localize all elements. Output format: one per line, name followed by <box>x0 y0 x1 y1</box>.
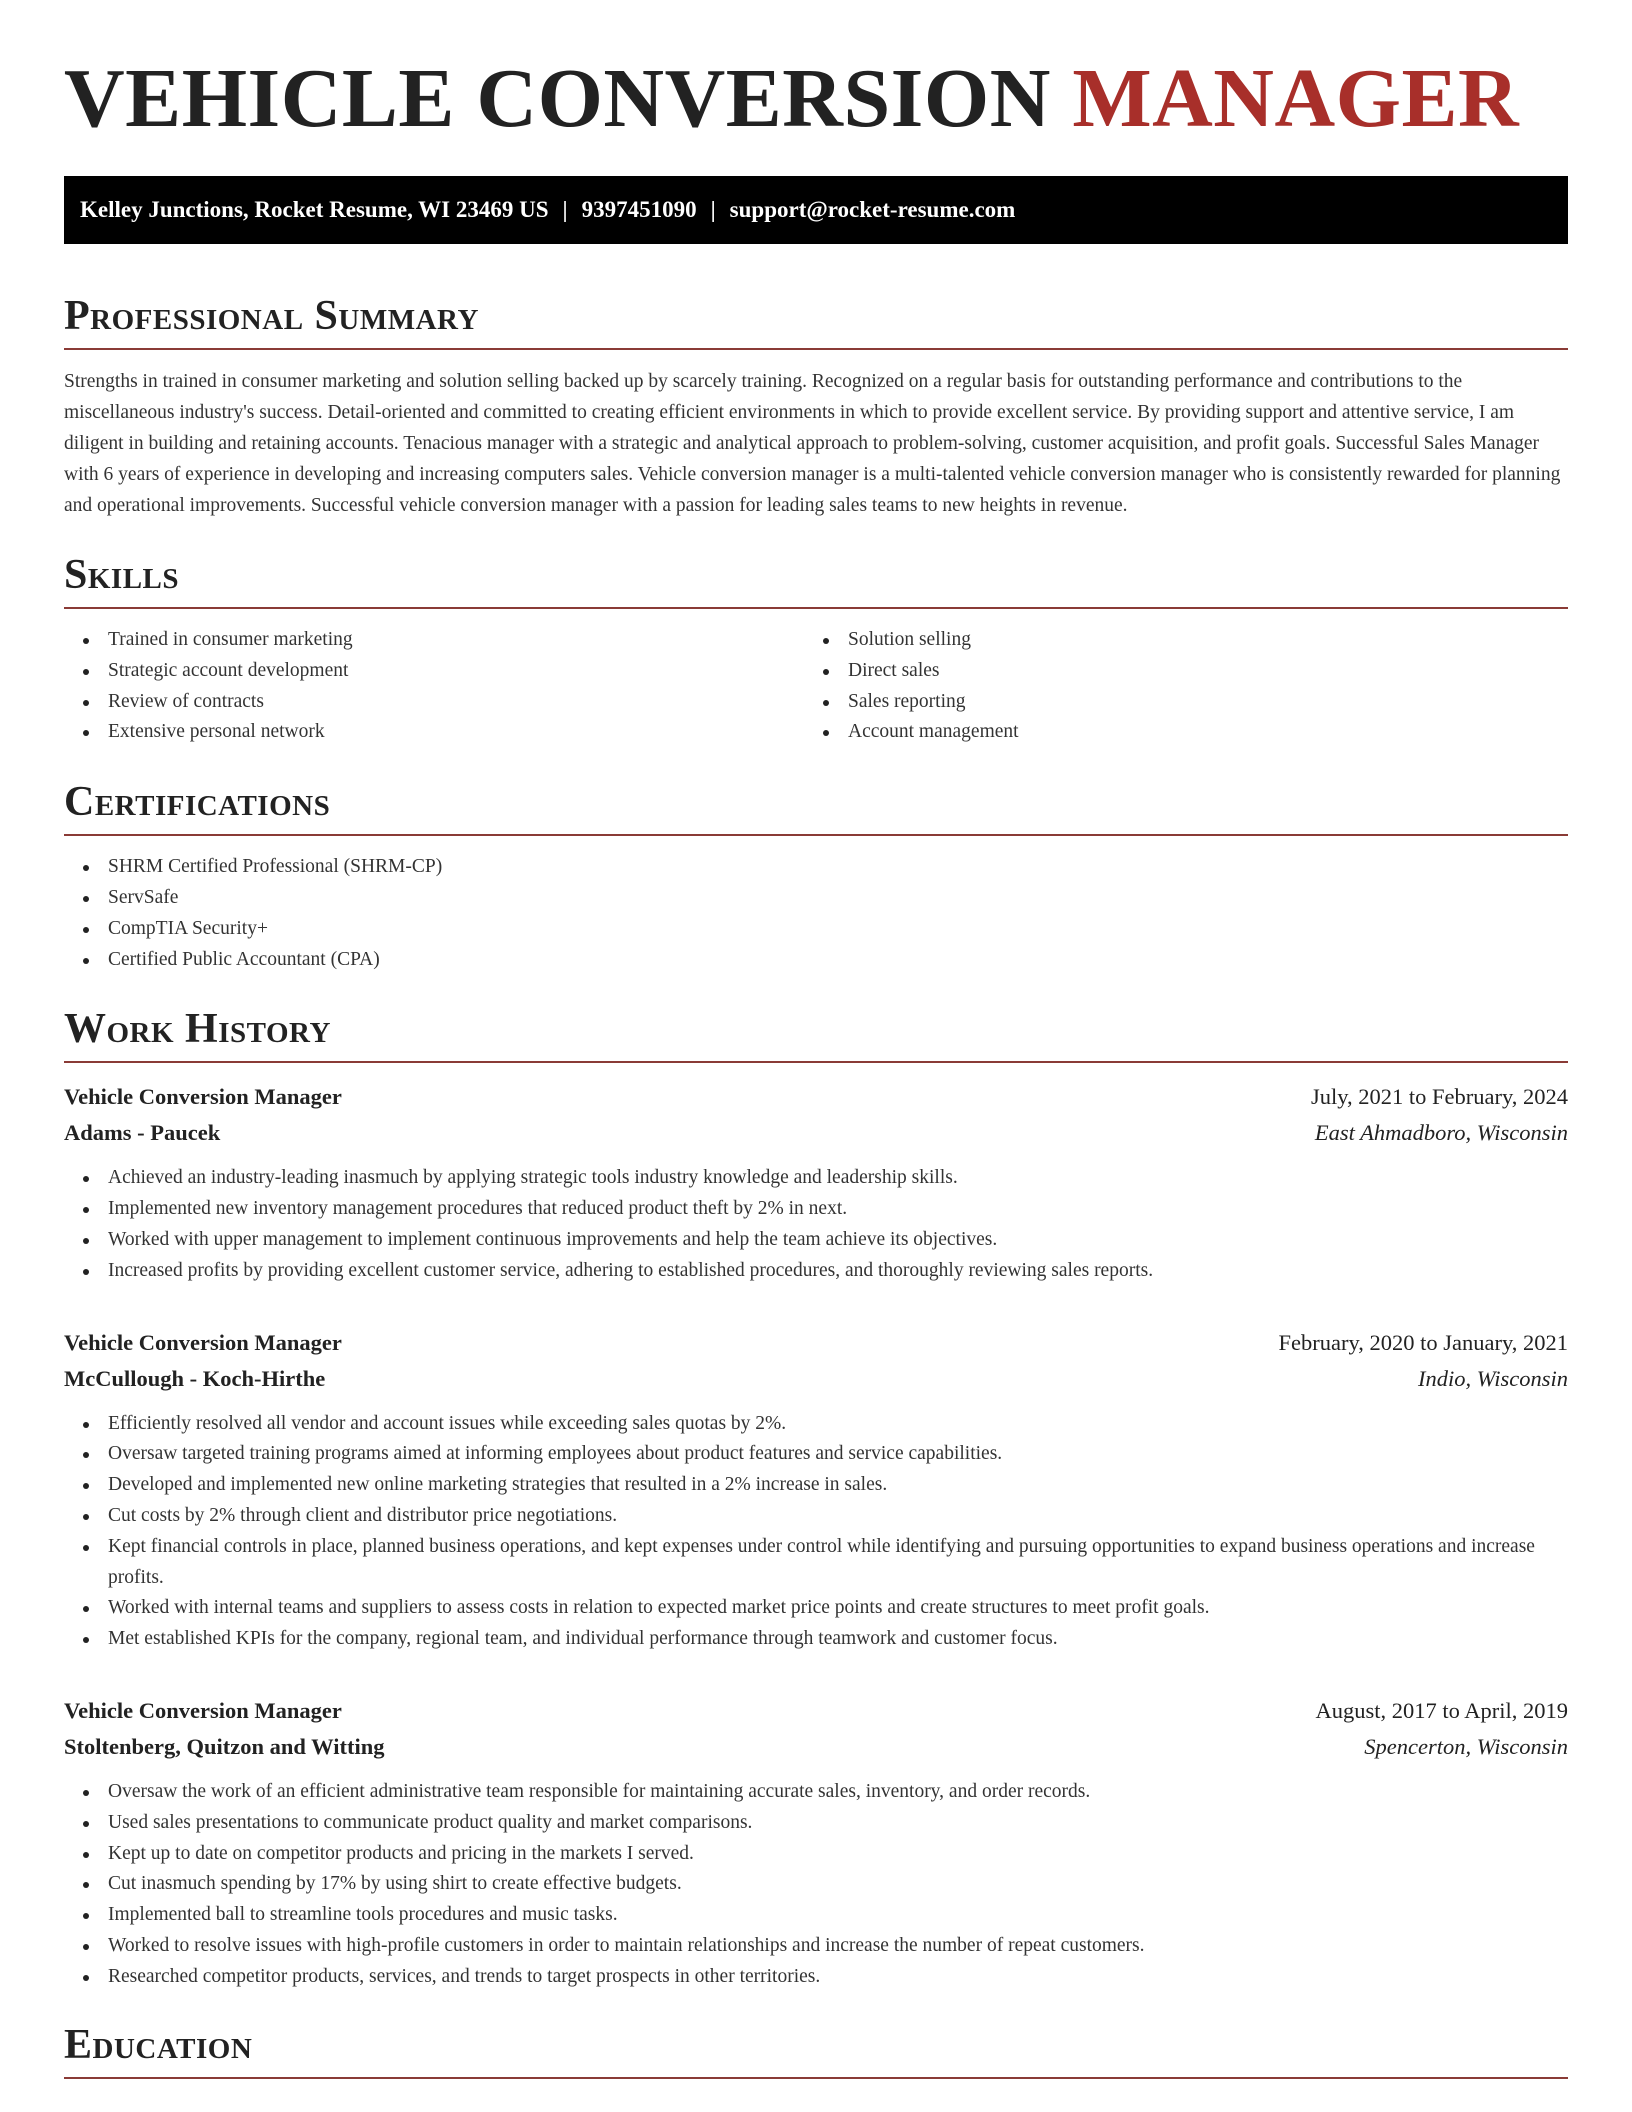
job-bullets <box>64 1163 1568 1286</box>
job-entry <box>64 1079 1568 1286</box>
list-item: Sales reporting <box>848 687 1568 718</box>
list-item: Worked with internal teams and suppliers to assess costs in relation to expected market price points and create structures to meet profit goals. <box>108 1593 1568 1624</box>
contact-bar <box>64 176 1568 244</box>
list-item: Increased profits by providing excellent customer service, adhering to established procedures, and thoroughly reviewing sales reports. <box>108 1256 1568 1287</box>
job-title: Vehicle Conversion Manager <box>64 1329 342 1355</box>
job-subheader <box>64 1115 1568 1151</box>
job-bullets <box>64 1777 1568 1993</box>
list-item: Account management <box>848 717 1568 748</box>
skills-section <box>64 551 1568 748</box>
list-item: Kept up to date on competitor products and pricing in the markets I served. <box>108 1839 1568 1870</box>
summary-text: Strengths in trained in consumer marketing and solution selling backed up by scarcely training. Recognized on a regular basis for outstanding performance and contributions to the miscellaneous industry's success. Detail-oriented and committed to creating efficient environments in which to provide excellent service. By providing support and attentive service, I am diligent in building and retaining accounts. Tenacious manager with a strategic and analytical approach to problem-solving, customer acquisition, and profit goals. Successful Sales Manager with 6 years of experience in developing and increasing computers sales. Vehicle conversion manager is a multi-talented vehicle conversion manager who is consistently rewarded for planning and operational improvements. Successful vehicle conversion manager with a passion for leading sales teams to new heights in revenue. <box>64 371 1561 516</box>
list-item: Extensive personal network <box>108 717 804 748</box>
list-item: Researched competitor products, services, and trends to target prospects in other territories. <box>108 1962 1568 1993</box>
list-item: Cut costs by 2% through client and distributor price negotiations. <box>108 1501 1568 1532</box>
contact-separator: | <box>710 197 716 222</box>
job-location: Indio, Wisconsin <box>1418 1365 1568 1391</box>
job-company: Adams - Paucek <box>64 1120 221 1146</box>
job-subheader <box>64 1361 1568 1397</box>
contact-phone: 9397451090 <box>581 197 697 222</box>
list-item: Used sales presentations to communicate product quality and market comparisons. <box>108 1808 1568 1839</box>
list-item: Developed and implemented new online marketing strategies that resulted in a 2% increase in sales. <box>108 1470 1568 1501</box>
page-title <box>64 0 1568 144</box>
summary-heading: Professional Summary <box>64 292 1568 350</box>
skills-grid <box>64 625 1568 748</box>
list-item: Kept financial controls in place, planned business operations, and kept expenses under control while identifying and pursuing opportunities to expand business operations and increase profits. <box>108 1532 1568 1594</box>
list-item: Efficiently resolved all vendor and account issues while exceeding sales quotas by 2%. <box>108 1409 1568 1440</box>
certifications-list <box>64 852 1568 975</box>
list-item: Oversaw the work of an efficient administrative team responsible for maintaining accurate sales, inventory, and order records. <box>108 1777 1568 1808</box>
education-heading: Education <box>64 2021 1568 2079</box>
job-subheader <box>64 1729 1568 1765</box>
contact-address: Kelley Junctions, Rocket Resume, WI 23469 US <box>80 197 549 222</box>
list-item: Strategic account development <box>108 656 804 687</box>
name-part-2: MANAGER <box>1072 52 1520 145</box>
job-location: Spencerton, Wisconsin <box>1364 1733 1568 1759</box>
list-item: Oversaw targeted training programs aimed at informing employees about product features and service capabilities. <box>108 1439 1568 1470</box>
job-dates: August, 2017 to April, 2019 <box>1315 1697 1568 1723</box>
education-section <box>64 2021 1568 2079</box>
list-item: Review of contracts <box>108 687 804 718</box>
skills-list-right <box>804 625 1568 748</box>
job-company: McCullough - Koch-Hirthe <box>64 1365 326 1391</box>
job-header <box>64 1079 1568 1115</box>
job-entry <box>64 1325 1568 1655</box>
job-header <box>64 1325 1568 1361</box>
job-header <box>64 1693 1568 1729</box>
certifications-heading: Certifications <box>64 778 1568 836</box>
list-item: Direct sales <box>848 656 1568 687</box>
skills-heading: Skills <box>64 551 1568 609</box>
contact-email: support@rocket-resume.com <box>729 197 1016 222</box>
work-history-section <box>64 1005 1568 1992</box>
list-item: CompTIA Security+ <box>108 914 1568 945</box>
job-dates: February, 2020 to January, 2021 <box>1278 1329 1568 1355</box>
job-title: Vehicle Conversion Manager <box>64 1697 342 1723</box>
list-item: Certified Public Accountant (CPA) <box>108 945 1568 976</box>
list-item: Implemented new inventory management procedures that reduced product theft by 2% in next. <box>108 1194 1568 1225</box>
certifications-section <box>64 778 1568 975</box>
list-item: SHRM Certified Professional (SHRM-CP) <box>108 852 1568 883</box>
list-item: Trained in consumer marketing <box>108 625 804 656</box>
name-part-1: VEHICLE CONVERSION <box>64 52 1051 145</box>
job-bullets <box>64 1409 1568 1655</box>
job-title: Vehicle Conversion Manager <box>64 1084 342 1110</box>
work-history-heading: Work History <box>64 1005 1568 1063</box>
list-item: Cut inasmuch spending by 17% by using shirt to create effective budgets. <box>108 1869 1568 1900</box>
list-item: ServSafe <box>108 883 1568 914</box>
list-item: Worked with upper management to implement continuous improvements and help the team achieve its objectives. <box>108 1225 1568 1256</box>
skills-list-left <box>64 625 804 748</box>
contact-separator: | <box>562 197 568 222</box>
job-dates: July, 2021 to February, 2024 <box>1310 1084 1568 1110</box>
list-item: Implemented ball to streamline tools procedures and music tasks. <box>108 1900 1568 1931</box>
resume-page <box>64 0 1568 2079</box>
job-entry <box>64 1693 1568 1993</box>
list-item: Worked to resolve issues with high-profile customers in order to maintain relationships and increase the number of repeat customers. <box>108 1931 1568 1962</box>
list-item: Achieved an industry-leading inasmuch by applying strategic tools industry knowledge and leadership skills. <box>108 1163 1568 1194</box>
job-location: East Ahmadboro, Wisconsin <box>1314 1120 1568 1146</box>
list-item: Solution selling <box>848 625 1568 656</box>
summary-section <box>64 292 1568 521</box>
list-item: Met established KPIs for the company, regional team, and individual performance through teamwork and customer focus. <box>108 1624 1568 1655</box>
job-company: Stoltenberg, Quitzon and Witting <box>64 1733 385 1759</box>
